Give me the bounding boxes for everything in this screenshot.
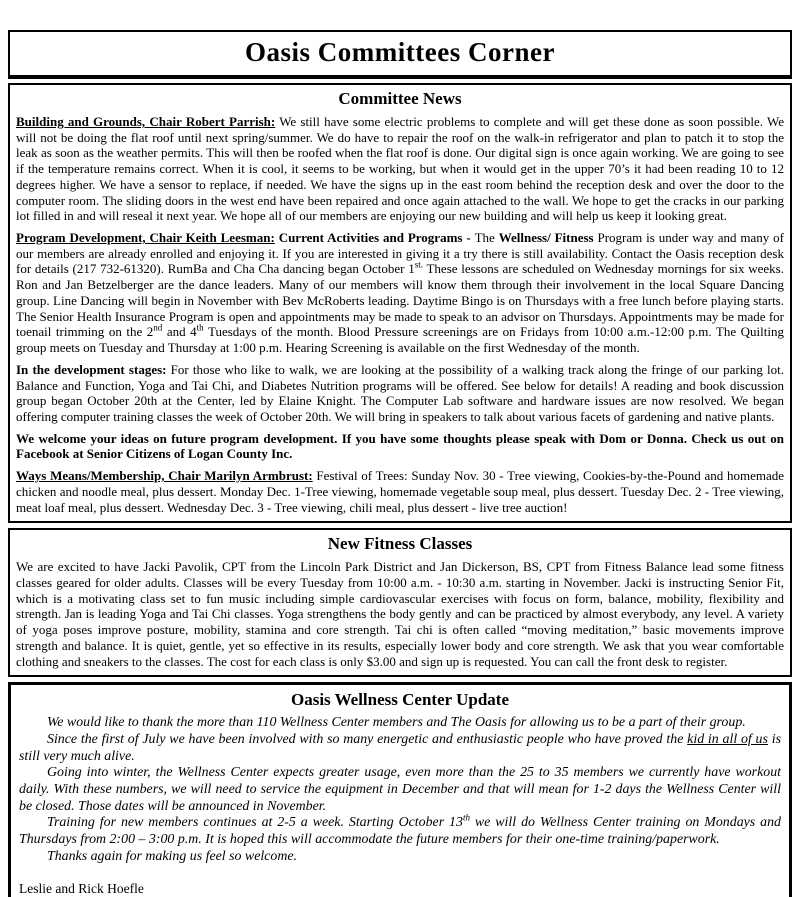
paragraph xyxy=(19,715,781,732)
committee-news-paragraphs xyxy=(16,114,784,515)
text-run: We would like to thank the more than 110 Wellness Center members and The Oasis for allowing us to be a part of their group. xyxy=(47,715,746,731)
paragraph xyxy=(19,849,781,866)
text-run: and 4 xyxy=(162,324,197,340)
text-run: Current Activities and Programs - xyxy=(278,230,475,246)
text-run: Since the first of July we have been involved with so many energetic and enthusiastic people who have proved the xyxy=(47,731,688,747)
wellness-paragraphs xyxy=(19,715,781,865)
text-run: th xyxy=(462,812,470,823)
text-run: Building and Grounds, Chair Robert Parrish: xyxy=(16,114,276,129)
text-run: is still very much alive. xyxy=(19,731,781,764)
text-run: These lessons are scheduled on Wednesday mornings for six weeks. Ron and Jan Betzelberger are the dance leaders. Many of our members will know them through their involvement in the local Square Dancing group. Line Dancing will begin in November with Bev McRoberts leading. Daytime Bingo is on Thursdays with a free lunch before playing starts. The Senior Health Insurance Program is open and appointments may be made to speak to an advisor on Thursdays. Appointments may be made for toenail trimming on the 2 xyxy=(16,261,784,340)
text-run: We welcome your ideas on future program development. If you have some thoughts please speak with Dom or Donna. Check us out on Facebook at Senior Citizens of Logan County Inc. xyxy=(16,430,784,462)
paragraph xyxy=(16,431,784,462)
text-run: kid in all of us xyxy=(687,731,768,747)
text-run: Program is under way and many of our members are already enrolled and enjoying it. If you are interested in giving it a try there is still availability. Contact the Oasis reception desk for details (217 732-61320). RumBa and Cha Cha dancing began October 1 xyxy=(16,230,784,277)
paragraph xyxy=(19,812,781,848)
text-run: Program Development, Chair Keith Leesman: xyxy=(16,230,275,246)
section-wellness-update xyxy=(8,682,792,897)
text-run: We are excited to have Jacki Pavolik, CPT from the Lincoln Park District and Jan Dickerson, BS, CPT from Fitness Balance lead some fitness classes geared for older adults. Classes will be every Tuesday from 10:00 a.m. - 10:30 a.m. starting in November. Jacki is instructing Senior Fit, which is a motivating class set to fun music including simple cardiovascular exercises with focus on form, balance, mobility, flexibility and strength. Jan is leading Yoga and Tai Chi classes. Yoga strengthens the body gently and can be practiced by almost everybody, any level. A variety of yoga poses improve posture, mobility, stamina and core strength. Tai chi is often called “moving meditation,” basic movements improve strength and balance. It is quiet, gentle, yet so effective in its results, especially lower body and core strength. We ask that you wear comfortable clothing and sneakers to the classes. The cost for each class is only $3.00 and sign up is requested. You can call the front desk to register. xyxy=(16,559,784,669)
text-run: The xyxy=(474,230,499,246)
section-heading-committee-news: Committee News xyxy=(338,89,462,108)
signature: Leslie and Rick Hoefle xyxy=(19,881,144,897)
paragraph xyxy=(19,732,781,765)
paragraph xyxy=(16,230,784,356)
text-run: We still have some electric problems to complete and will get these done as soon possible. We will not be doing the flat roof until next spring/summer. We do have to repair the roof on the walk-in refrigerator and plan to patch it to stop the leak as soon as the weather permits. This will then be roofed when the flat roof is done. Our digital sign is once again working. We are going to see if the temperature remains correct. When it is cool, it seems to be working, but when it would get in the upper 70’s it had been reading 10 to 12 degrees higher. We have a sensor to replace, if needed. We have the signs up in the east room behind the reception desk and over the door to the computer room. The sliding doors in the west end have been repaired and once again attached to the wall. We hope to get the cracks in our parking lot filled in and will reseal it next year. We hope all of our members are enjoying our new building and will help us keep it looking great. xyxy=(16,114,785,224)
text-run: nd xyxy=(153,323,163,334)
title-box xyxy=(8,30,792,79)
text-run: Festival of Trees: Sunday Nov. 30 - Tree viewing, Cookies-by-the-Pound and homemade chicken and noodle meal, plus dessert. Monday Dec. 1-Tree viewing, homemade vegetable soup meal, plus dessert. Tuesday Dec. 2 - Tree viewing, meat loaf meal, plus dessert. Wednesday Dec. 3 - Tree viewing, chili meal, plus dessert - live tree auction! xyxy=(16,468,785,515)
section-new-fitness-classes xyxy=(8,528,792,677)
section-heading-new-fitness-classes: New Fitness Classes xyxy=(327,534,473,554)
text-run: th xyxy=(196,323,204,334)
paragraph xyxy=(16,468,784,515)
paragraph xyxy=(16,559,784,669)
page-title: Oasis Committees Corner xyxy=(245,37,555,67)
section-committee-news xyxy=(8,83,792,523)
text-run: st. xyxy=(414,260,423,271)
paragraph xyxy=(19,765,781,815)
text-run: Ways Means/Membership, Chair Marilyn Armbrust: xyxy=(16,468,313,484)
text-run: Going into winter, the Wellness Center expects greater usage, even more than the 25 to 35 members we currently have workout daily. With these numbers, we will need to service the equipment in December and that will mean for 1-2 days the Wellness Center will be closed. Those dates will be announced in November. xyxy=(19,765,781,814)
text-run: Thanks again for making us feel so welcome. xyxy=(47,848,298,864)
text-run: For those who like to walk, we are looking at the possibility of a walking track along the fringe of our parking lot. Balance and Function, Yoga and Tai Chi, and Diabetes Nutrition programs will be offered. See below for details! A reading and book discussion group began October 20th at the Center, led by Elaine Knight. The Computer Lab software and hardware issues are now resolved. We began offering computer training classes the week of October 20th. We will bring in speakers to talk about various facets of gardening and native plants. xyxy=(16,361,784,424)
text-run: Wellness/ Fitness xyxy=(498,230,598,246)
text-run: we will do Wellness Center training on Mondays and Thursdays from 2:00 – 3:00 p.m. It is hoped this will accommodate the future members for their one-time training/paperwork. xyxy=(19,815,781,848)
fitness-paragraphs xyxy=(16,559,784,669)
section-heading-wellness-update: Oasis Wellness Center Update xyxy=(290,690,510,710)
paragraph xyxy=(16,114,784,224)
text-run: Training for new members continues at 2-5 a week. Starting October 13 xyxy=(47,815,463,831)
paragraph xyxy=(16,362,784,425)
text-run: In the development stages: xyxy=(16,361,167,377)
text-run: Tuesdays of the month. Blood Pressure screenings are on Fridays from 10:00 a.m.-12:00 p.m. The Quilting group meets on Tuesday and Thursday at 1:00 p.m. Hearing Screening is available on the first Wednesday of the month. xyxy=(16,324,784,356)
